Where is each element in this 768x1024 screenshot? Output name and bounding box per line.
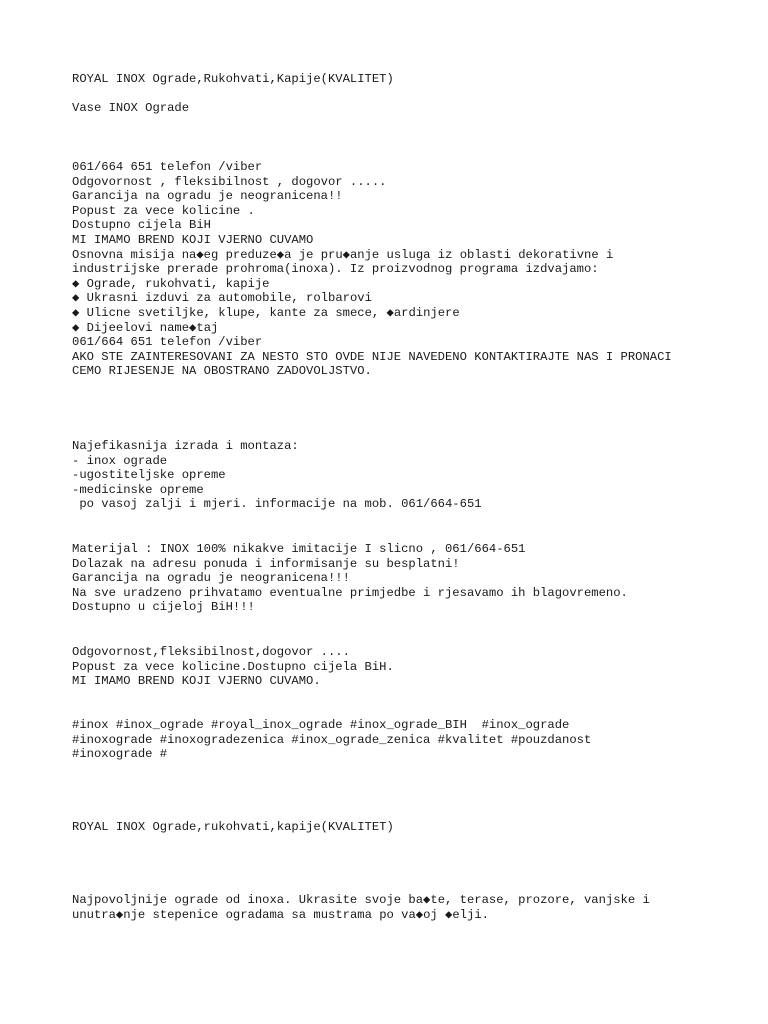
text-line: Garancija na ogradu je neogranicena!!!	[72, 571, 350, 586]
text-line: Na sve uradzeno prihvatamo eventualne primjedbe i rjesavamo ih blagovremeno.	[72, 585, 628, 600]
text-line: AKO STE ZAINTERESOVANI ZA NESTO STO OVDE NIJE NAVEDENO KONTAKTIRAJTE NAS I PRONACI	[72, 349, 672, 364]
section-title: ROYAL INOX Ograde,rukohvati,kapije(KVALITET)	[72, 820, 394, 834]
text-line: Materijal : INOX 100% nikakve imitacije I slicno , 061/664-651	[72, 542, 526, 556]
bullet-item: ◆ Ukrasni izduvi za automobile, rolbarovi	[72, 291, 372, 306]
text-line: Dostupno cijela BiH	[72, 218, 211, 233]
bullet-item: ◆ Ograde, rukohvati, kapije	[72, 276, 270, 291]
text-line: po vasoj zalji i mjeri. informacije na mob. 061/664-651	[72, 497, 482, 512]
list-item: -ugostiteljske opreme	[72, 468, 226, 483]
text-line: Dostupno u cijeloj BiH!!!	[72, 600, 255, 615]
hashtag-line: #inoxograde #inoxogradezenica #inox_ograde_zenica #kvalitet #pouzdanost	[72, 732, 592, 747]
text-line: 061/664 651 telefon /viber	[72, 335, 263, 350]
bullet-item: ◆ Dijeelovi name◆taj	[72, 320, 219, 335]
text-line: Garancija na ogradu je neogranicena!!	[72, 189, 343, 204]
hashtag-line: #inox #inox_ograde #royal_inox_ograde #inox_ograde_BIH #inox_ograde	[72, 718, 570, 732]
text-line: Popust za vece kolicine .	[72, 203, 255, 218]
text-line: unutra◆nje stepenice ogradama sa mustrama po va◆oj ◆elji.	[72, 907, 489, 922]
text-line: Najefikasnija izrada i montaza:	[72, 439, 299, 453]
text-line: Dolazak na adresu ponuda i informisanje su besplatni!	[72, 556, 460, 571]
text-line: Osnovna misija na◆eg preduze◆a je pru◆anje usluga iz oblasti dekorativne i	[72, 247, 614, 262]
text-line: MI IMAMO BREND KOJI VJERNO CUVAMO	[72, 233, 314, 247]
list-item: - inox ograde	[72, 453, 168, 468]
document-title: ROYAL INOX Ograde,Rukohvati,Kapije(KVALITET)	[72, 72, 394, 86]
document-subtitle: Vase INOX Ograde	[72, 101, 190, 115]
text-line: MI IMAMO BREND KOJI VJERNO CUVAMO.	[72, 674, 321, 689]
list-item: -medicinske opreme	[72, 482, 204, 497]
hashtag-line: #inoxograde #	[72, 747, 168, 762]
text-line: 061/664 651 telefon /viber	[72, 160, 263, 174]
bullet-item: ◆ Ulicne svetiljke, klupe, kante za smece, ◆ardinjere	[72, 306, 460, 320]
text-line: CEMO RIJESENJE NA OBOSTRANO ZADOVOLJSTVO.	[72, 364, 372, 379]
text-line: Najpovoljnije ograde od inoxa. Ukrasite svoje ba◆te, terase, prozore, vanjske i	[72, 893, 650, 907]
text-line: industrijske prerade prohroma(inoxa). Iz proizvodnog programa izdvajamo:	[72, 262, 599, 277]
text-line: Popust za vece kolicine.Dostupno cijela BiH.	[72, 659, 394, 674]
text-line: Odgovornost,fleksibilnost,dogovor ....	[72, 645, 350, 659]
text-line: Odgovornost , fleksibilnost , dogovor .....	[72, 174, 387, 189]
